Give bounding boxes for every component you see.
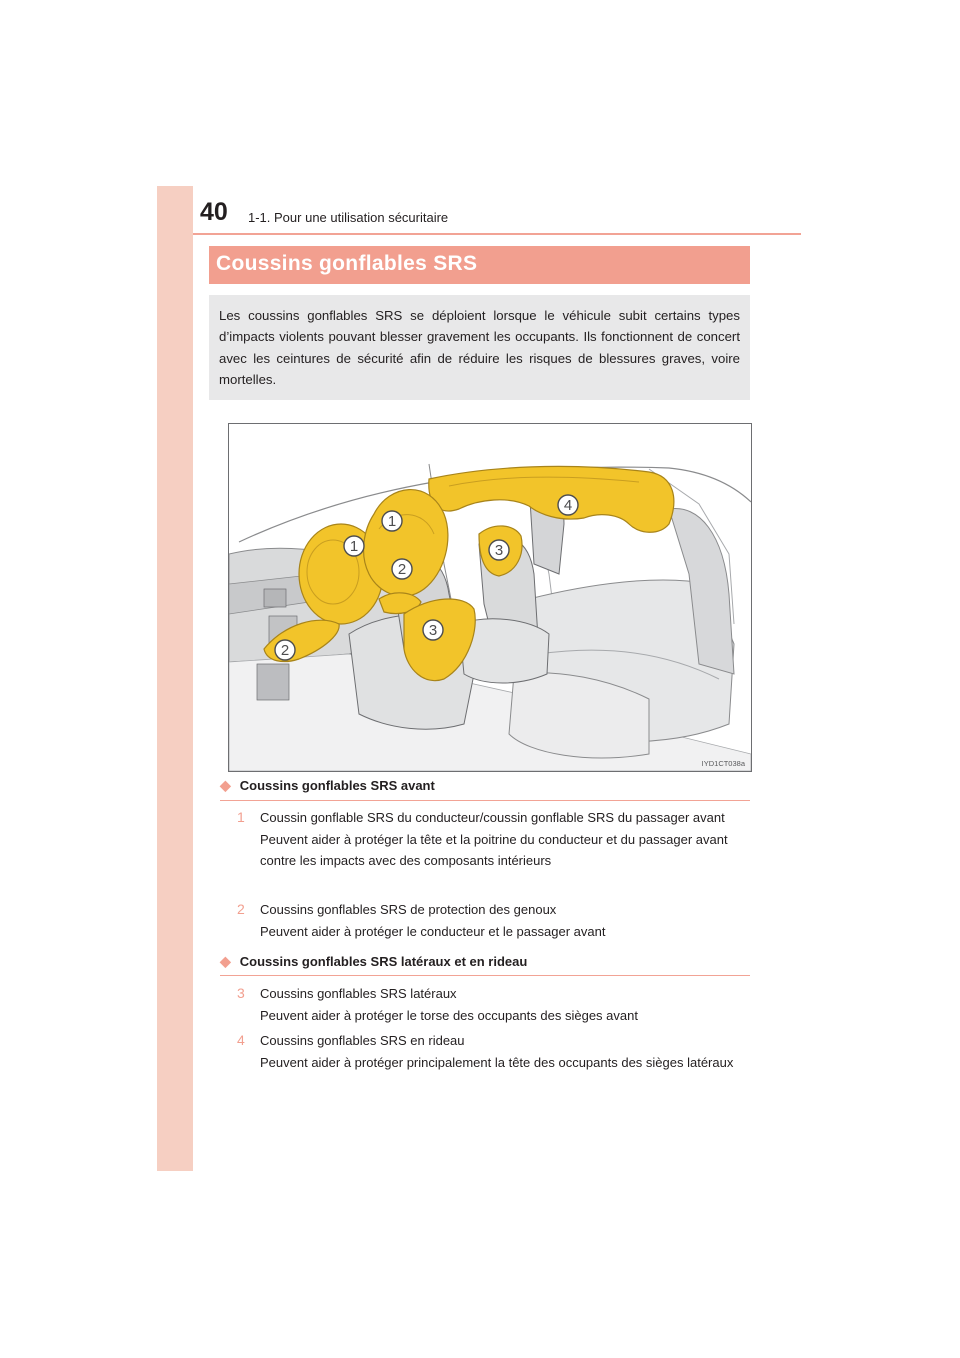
callout-3-driver-side: [423, 620, 443, 640]
svg-text:2: 2: [397, 561, 407, 578]
item-title: Coussin gonflable SRS du conducteur/coussin gonflable SRS du passager avant: [260, 810, 725, 825]
subheading-divider: [220, 975, 750, 976]
item-title: Coussins gonflables SRS en rideau: [260, 1033, 465, 1048]
intro-paragraph: Les coussins gonflables SRS se déploient lorsque le véhicule subit certains types d’impacts violents pouvant blesser gravement les occupants. Ils fonctionnent de concert avec les ceintures de sécurité afin de réduire les risques de blessures graves, voire mortelles.: [219, 308, 740, 387]
subheading-side-curtain-airbags: ◆ Coussins gonflables SRS latéraux et en rideau: [220, 953, 528, 969]
item-3-text: [260, 983, 746, 1026]
illustration-code: IYD1CT038a: [701, 759, 745, 768]
side-tab-band: [157, 186, 193, 1171]
callout-4-curtain: [558, 495, 578, 515]
item-description: Peuvent aider à protéger le conducteur et le passager avant: [260, 923, 606, 939]
subheading-front-airbags: ◆ Coussins gonflables SRS avant: [220, 777, 435, 793]
intro-box: [209, 295, 750, 400]
item-number-4: 4: [237, 1032, 245, 1048]
item-description: Peuvent aider à protéger la tête et la poitrine du conducteur et du passager avant contre les impacts avec des composants intérieurs: [260, 831, 728, 868]
item-number-3: 3: [237, 985, 245, 1001]
page-number: 40: [200, 198, 228, 226]
svg-text:1: 1: [349, 538, 359, 555]
item-number-1: 1: [237, 809, 245, 825]
item-number-2: 2: [237, 901, 245, 917]
header-divider: [193, 233, 801, 235]
car-interior-drawing: [229, 424, 751, 771]
page-title: Coussins gonflables SRS: [216, 252, 478, 275]
diamond-bullet-icon: ◆: [220, 777, 231, 793]
item-description: Peuvent aider à protéger principalement la tête des occupants des sièges latéraux: [260, 1054, 734, 1070]
callout-2-passenger-knee: [392, 559, 412, 579]
callout-3-passenger-side: [489, 540, 509, 560]
callout-1-driver: [344, 536, 364, 556]
airbag-illustration: [228, 423, 752, 772]
item-title: Coussins gonflables SRS de protection des genoux: [260, 902, 557, 917]
svg-text:4: 4: [563, 497, 573, 514]
diamond-bullet-icon: ◆: [220, 953, 231, 969]
item-4-text: [260, 1030, 746, 1073]
callout-2-driver-knee: [275, 640, 295, 660]
title-banner: [209, 246, 750, 284]
item-title: Coussins gonflables SRS latéraux: [260, 986, 457, 1001]
svg-text:1: 1: [387, 513, 397, 530]
item-description: Peuvent aider à protéger le torse des occupants des sièges avant: [260, 1007, 638, 1023]
svg-text:3: 3: [428, 622, 438, 639]
svg-text:3: 3: [494, 542, 504, 559]
item-1-text: [260, 807, 746, 872]
section-breadcrumb: 1-1. Pour une utilisation sécuritaire: [248, 210, 449, 225]
callout-1-passenger: [382, 511, 402, 531]
item-2-text: [260, 899, 746, 942]
subheading-divider: [220, 800, 750, 801]
svg-text:2: 2: [280, 642, 290, 659]
